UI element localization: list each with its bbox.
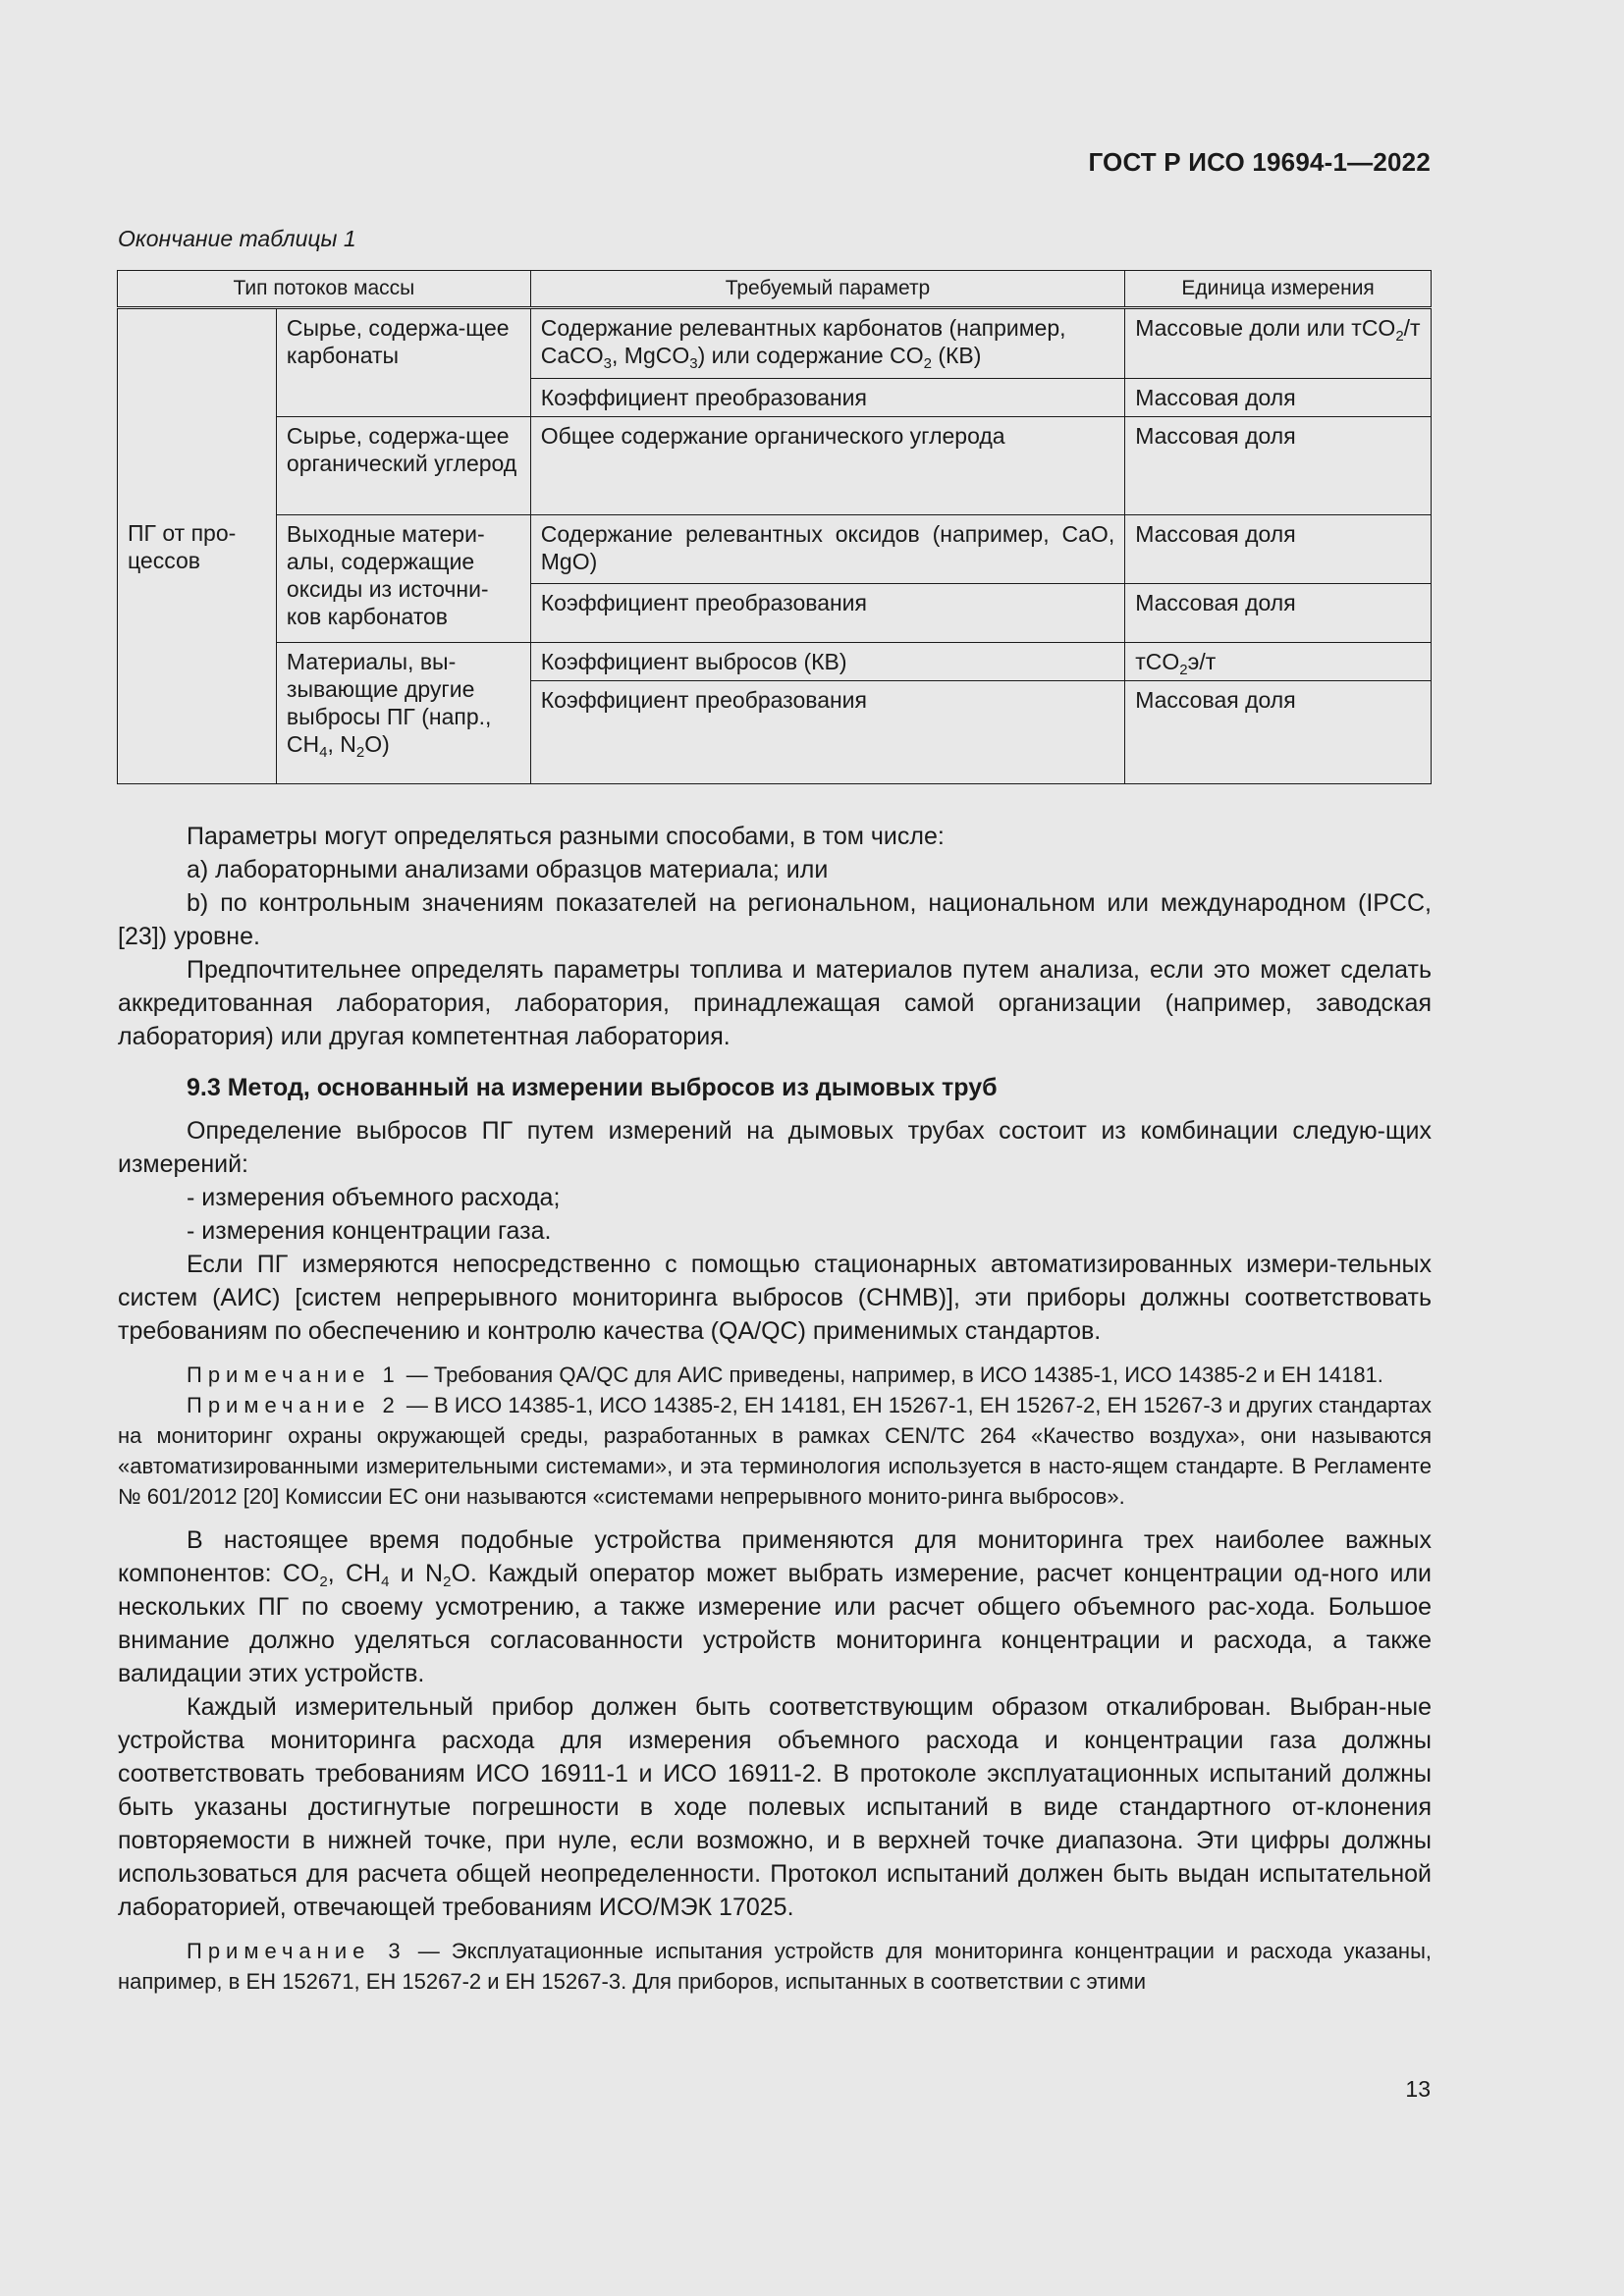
table-row: [118, 643, 1432, 681]
note-3: Примечание 3 — Эксплуатационные испытания устройств для мониторинга концентрации и расхода указаны, например, в ЕН 152671, ЕН 15267-2 и ЕН 15267-3. Для приборов, испытанных в соответствии с этими: [118, 1939, 1432, 1994]
unit-cell: Массовая доля: [1125, 379, 1432, 417]
unit-cell: Массовые доли или тCO$_2$/т: [1125, 308, 1432, 379]
paragraph: Параметры могут определяться разными способами, в том числе:: [187, 823, 945, 850]
paragraph: Предпочтительнее определять параметры топлива и материалов путем анализа, если это может сделать аккредитованная лаборатория, лаборатория, принадлежащая самой организации (например, заводская лаборатория) или другая компетентная лаборатория.: [118, 956, 1432, 1050]
table-header-row: [118, 271, 1432, 308]
parameter-cell: Коэффициент преобразования: [530, 681, 1124, 784]
parameter-cell: Коэффициент преобразования: [530, 584, 1124, 643]
table-row: [118, 308, 1432, 379]
list-item: a) лабораторными анализами образцов материала; или: [187, 856, 829, 883]
note-2: Примечание 2 — В ИСО 14385-1, ИСО 14385-2, ЕН 14181, ЕН 15267-1, ЕН 15267-2, ЕН 15267-3 и других стандартах на мониторинг охраны окружающей среды, разработанных в рамках CEN/TC 264 «Качество воздуха», они называются «автоматизированными измерительными системами», и эта терминология используется в насто-ящем стандарте. В Регламенте № 601/2012 [20] Комиссии ЕС они называются «системами непрерывного монито-ринга выбросов».: [118, 1393, 1432, 1509]
list-item: - измерения концентрации газа.: [187, 1217, 552, 1245]
note-1: Примечание 1 — Требования QA/QC для АИС приведены, например, в ИСО 14385-1, ИСО 14385-2 и ЕН 14181.: [187, 1362, 1383, 1387]
parameters-table: [117, 270, 1432, 784]
header-flow-type: Тип потоков массы: [118, 271, 531, 308]
table-row: [118, 417, 1432, 515]
parameter-cell: Содержание релевантных оксидов (например, CaO, MgO): [530, 515, 1124, 584]
parameter-cell: Коэффициент выбросов (КВ): [530, 643, 1124, 681]
section-heading: 9.3 Метод, основанный на измерении выбросов из дымовых труб: [187, 1074, 998, 1101]
category-cell: ПГ от про-цессов: [118, 308, 277, 784]
document-header: ГОСТ Р ИСО 19694-1—2022: [1088, 147, 1431, 177]
list-item: b) по контрольным значениям показателей на региональном, национальном или международном (IPCC, [23]) уровне.: [118, 889, 1432, 950]
table-row: [118, 515, 1432, 584]
table-caption: Окончание таблицы 1: [118, 226, 356, 251]
parameter-cell: Коэффициент преобразования: [530, 379, 1124, 417]
paragraph: Определение выбросов ПГ путем измерений на дымовых трубах состоит из комбинации следую-щих измерений:: [118, 1117, 1432, 1178]
paragraph: В настоящее время подобные устройства применяются для мониторинга трех наиболее важных компонентов: $CO_2$, $CH_4$ и $N_2O$. Каждый оператор может выбрать измерение, расчет концентрации од-ного или нескольких ПГ по своему усмотрению, а также измерение или расчет общего объемного рас-хода. Большое внимание должно уделяться согласованности устройств мониторинга концентрации и расхода, а также валидации этих устройств.: [118, 1526, 1433, 1687]
unit-cell: Массовая доля: [1125, 681, 1432, 784]
material-cell: Материалы, вы-зывающие другие выбросы ПГ (напр., $CH_4$, $N_2O$): [276, 643, 530, 784]
paragraph: Если ПГ измеряются непосредственно с помощью стационарных автоматизированных измери-тельных систем (АИС) [систем непрерывного мониторинга выбросов (СНМВ)], эти приборы должны соответствовать требованиям по обеспечению и контролю качества (QA/QC) применимых стандартов.: [118, 1251, 1432, 1345]
header-unit: Единица измерения: [1125, 271, 1432, 308]
unit-cell: тCO$_2$э/т: [1125, 643, 1432, 681]
parameter-cell: Содержание релевантных карбонатов (например, CaCO$_3$, MgCO$_3$) или содержание $CO_2$ (КВ): [530, 308, 1124, 379]
header-parameter: Требуемый параметр: [530, 271, 1124, 308]
parameter-cell: Общее содержание органического углерода: [530, 417, 1124, 515]
material-cell: Выходные матери-алы, содержащие оксиды из источни-ков карбонатов: [276, 515, 530, 643]
page-number: 13: [1405, 2076, 1431, 2102]
document-body: [118, 820, 1432, 1997]
material-cell: Сырье, содержа-щее карбонаты: [276, 308, 530, 417]
paragraph: Каждый измерительный прибор должен быть соответствующим образом откалиброван. Выбран-ные устройства мониторинга расхода для измерения объемного расхода и концентрации газа должны соответствовать требованиям ИСО 16911-1 и ИСО 16911-2. В протоколе эксплуатационных испытаний должны быть указаны достигнутые погрешности в ходе полевых испытаний в виде стандартного от-клонения повторяемости в нижней точке, при нуле, если возможно, и в верхней точке диапазона. Эти цифры должны использоваться для расчета общей неопределенности. Протокол испытаний должен быть выдан испытательной лабораторией, отвечающей требованиям ИСО/МЭК 17025.: [118, 1693, 1432, 1921]
unit-cell: Массовая доля: [1125, 417, 1432, 515]
list-item: - измерения объемного расхода;: [187, 1184, 561, 1211]
unit-cell: Массовая доля: [1125, 584, 1432, 643]
material-cell: Сырье, содержа-щее органический углерод: [276, 417, 530, 515]
unit-cell: Массовая доля: [1125, 515, 1432, 584]
